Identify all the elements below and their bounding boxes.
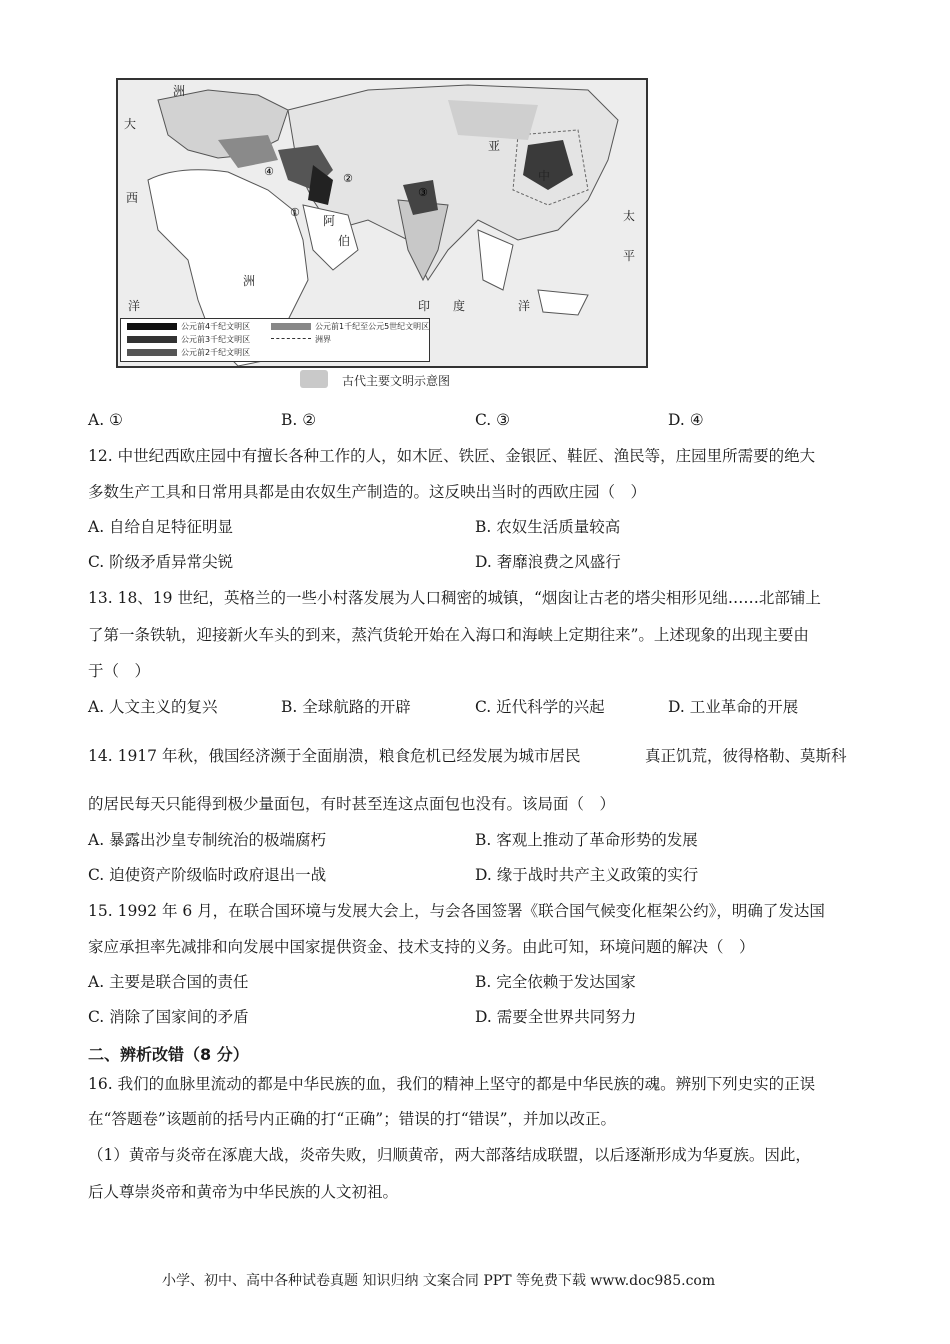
q13-option-a: A. 人文主义的复兴	[88, 698, 218, 716]
label-asia: 亚	[488, 139, 501, 153]
legend-swatch-1st	[271, 323, 311, 330]
q11-option-a: A. ①	[88, 411, 123, 429]
q15-stem-line2: 家应承担率先减排和向发展中国家提供资金、技术支持的义务。由此可知，环境问题的解决（ ）	[88, 938, 755, 956]
legend-swatch-2nd	[127, 349, 177, 356]
legend-item-3rd: 公元前3千纪文明区	[181, 335, 251, 344]
label-arabia-2: 伯	[338, 234, 351, 248]
q16-sub1-line1: （1）黄帝与炎帝在涿鹿大战，炎帝失败，归顺黄帝，两大部落结成联盟，以后逐渐形成为华夏族。因此，	[88, 1146, 811, 1164]
q14-option-c: C. 迫使资产阶级临时政府退出一战	[88, 866, 327, 884]
label-indian-3: 洋	[518, 299, 531, 313]
q15-option-d: D. 需要全世界共同努力	[475, 1008, 637, 1026]
legend-item-boundary: 洲界	[315, 335, 331, 344]
q12-option-d: D. 奢靡浪费之风盛行	[475, 553, 621, 571]
q13-stem-line3: 于（ ）	[88, 662, 151, 680]
q14-stem-line2: 的居民每天只能得到极少量面包，有时甚至连这点面包也没有。该局面（ ）	[88, 795, 616, 813]
caption-figure-number	[300, 370, 328, 388]
q13-option-b: B. 全球航路的开辟	[281, 698, 411, 716]
marker-4: ④	[264, 165, 274, 178]
label-pacific-2: 平	[623, 249, 636, 263]
label-pacific-1: 太	[623, 209, 636, 223]
q15-option-c: C. 消除了国家间的矛盾	[88, 1008, 249, 1026]
q11-option-d: D. ④	[668, 411, 704, 429]
map-caption: 古代主要文明示意图	[342, 374, 451, 388]
q14-option-b: B. 客观上推动了革命形势的发展	[475, 831, 698, 849]
q16-sub1-line2: 后人尊崇炎帝和黄帝为中华民族的人文初祖。	[88, 1183, 399, 1201]
label-indian-1: 印	[418, 299, 431, 313]
label-indian-2: 度	[453, 299, 466, 313]
q13-stem-line1: 13. 18、19 世纪，英格兰的一些小村落发展为人口稠密的城镇，“烟囱让古老的塔尖相形见绌……北部铺上	[88, 589, 821, 607]
q13-option-c: C. 近代科学的兴起	[475, 698, 605, 716]
legend-swatch-boundary	[271, 338, 311, 339]
q12-option-b: B. 农奴生活质量较高	[475, 518, 621, 536]
marker-3: ③	[418, 186, 428, 199]
label-atlantic-2: 西	[126, 191, 139, 205]
q13-option-d: D. 工业革命的开展	[668, 698, 799, 716]
label-africa: 洲	[243, 274, 256, 288]
q15-option-a: A. 主要是联合国的责任	[88, 973, 249, 991]
legend-item-2nd: 公元前2千纪文明区	[181, 348, 251, 357]
q11-option-b: B. ②	[281, 411, 317, 429]
q12-stem-line1: 12. 中世纪西欧庄园中有擅长各种工作的人，如木匠、铁匠、金银匠、鞋匠、渔民等，庄园里所需要的绝大	[88, 447, 816, 465]
section-2-title: 二、辨析改错（8 分）	[88, 1045, 249, 1064]
q12-option-a: A. 自给自足特征明显	[88, 518, 234, 536]
marker-2: ②	[343, 172, 353, 185]
q12-stem-line2: 多数生产工具和日常用具都是由农奴生产制造的。这反映出当时的西欧庄园（ ）	[88, 483, 647, 501]
q11-option-c: C. ③	[475, 411, 511, 429]
marker-1: ①	[290, 206, 300, 219]
q14-stem-line1a: 14. 1917 年秋，俄国经济濒于全面崩溃，粮食危机已经发展为城市居民	[88, 747, 581, 765]
q14-stem-line1b: 真正饥荒，彼得格勒、莫斯科	[645, 747, 847, 765]
map-legend	[120, 318, 430, 362]
q16-stem-line2: 在“答题卷”该题前的括号内正确的打“正确”；错误的打“错误”，并加以改正。	[88, 1110, 617, 1128]
page-footer: 小学、初中、高中各种试卷真题 知识归纳 文案合同 PPT 等免费下载 www.doc985.com	[162, 1273, 716, 1289]
q12-option-c: C. 阶级矛盾异常尖锐	[88, 553, 234, 571]
legend-swatch-3rd	[127, 336, 177, 343]
q15-stem-line1: 15. 1992 年 6 月，在联合国环境与发展大会上，与会各国签署《联合国气候变化框架公约》，明确了发达国	[88, 902, 825, 920]
q14-option-d: D. 缘于战时共产主义政策的实行	[475, 866, 699, 884]
label-arabia-1: 阿	[323, 214, 336, 228]
q14-option-a: A. 暴露出沙皇专制统治的极端腐朽	[88, 831, 327, 849]
legend-item-4th: 公元前4千纪文明区	[181, 322, 251, 331]
q16-stem-line1: 16. 我们的血脉里流动的都是中华民族的血，我们的精神上坚守的都是中华民族的魂。辨别下列史实的正误	[88, 1075, 816, 1093]
legend-item-1st: 公元前1千纪至公元5世纪文明区	[315, 322, 430, 331]
label-europe: 洲	[173, 84, 186, 98]
label-atlantic-1: 大	[124, 117, 137, 131]
label-atlantic-3: 洋	[128, 299, 141, 313]
q15-option-b: B. 完全依赖于发达国家	[475, 973, 636, 991]
legend-swatch-4th	[127, 323, 177, 330]
label-china: 中	[538, 169, 551, 183]
q13-stem-line2: 了第一条铁轨，迎接新火车头的到来，蒸汽货轮开始在入海口和海峡上定期往来”。上述现象的出现主要由	[88, 626, 809, 644]
